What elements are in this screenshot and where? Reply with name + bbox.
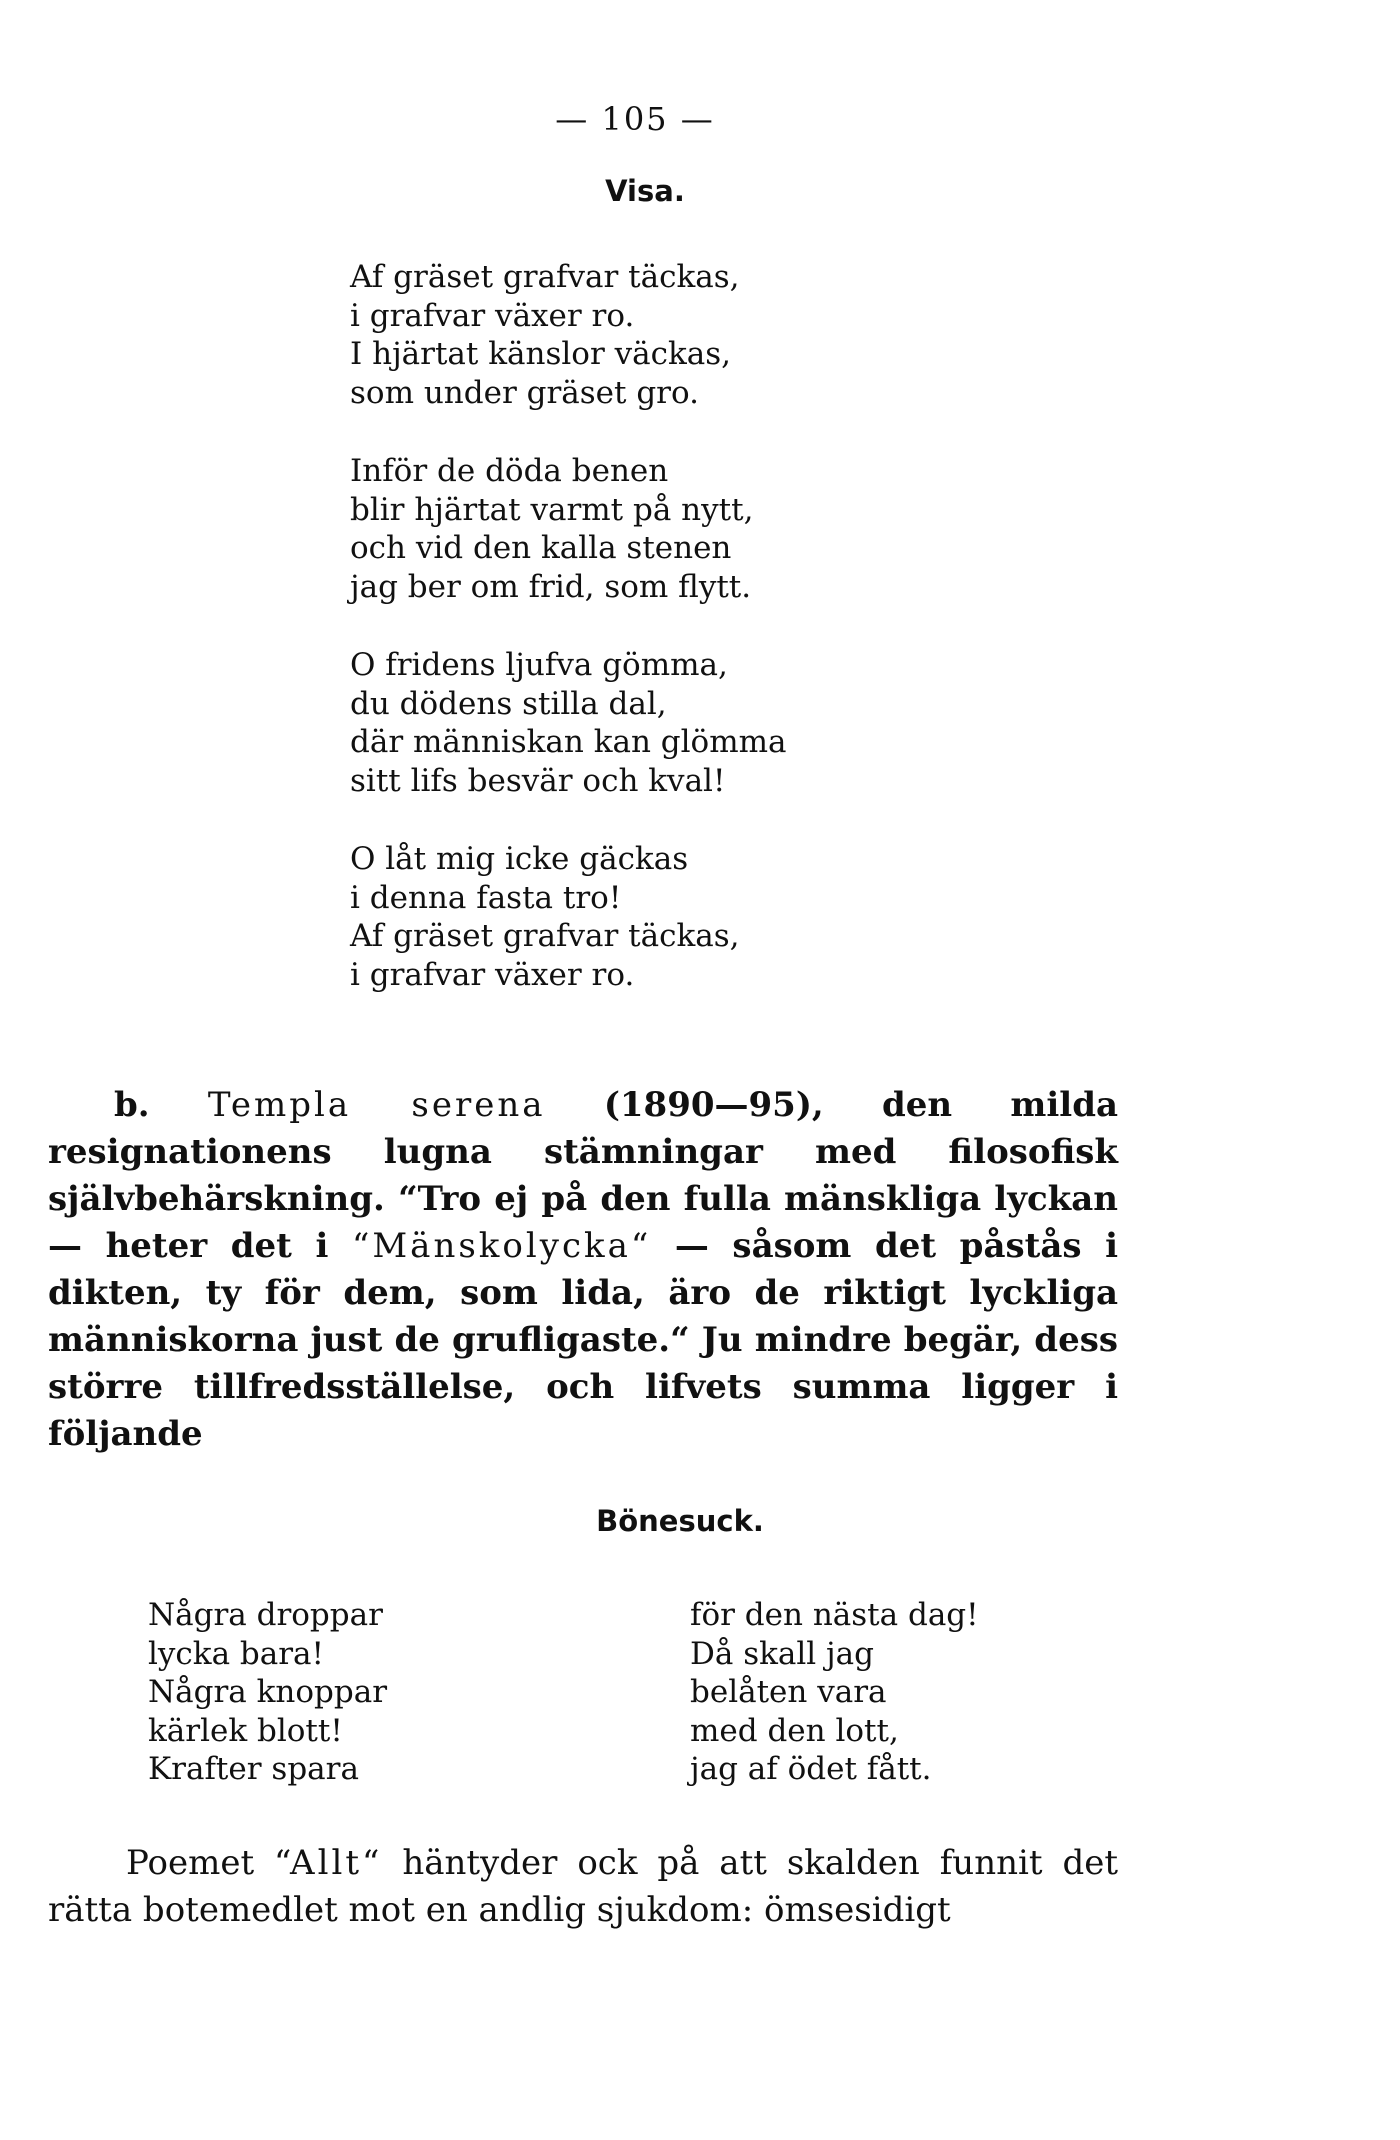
poem-line: Inför de döda benen xyxy=(350,453,669,489)
poem-line: Några knoppar xyxy=(148,1674,388,1710)
poem-line: Af gräset grafvar täckas, xyxy=(350,918,740,954)
poem-line: O fridens ljufva gömma, xyxy=(350,647,728,683)
poem-line: kärlek blott! xyxy=(148,1712,343,1749)
poem-line: Då skall jag xyxy=(690,1635,874,1672)
poem-line: i grafvar växer ro. xyxy=(350,956,635,993)
poem-line: O låt mig icke gäckas xyxy=(350,841,689,877)
poem-line: Några droppar xyxy=(148,1597,383,1633)
poem-line: med den lott, xyxy=(690,1712,899,1749)
stanza xyxy=(350,840,787,994)
quoted-title: “Mänskolycka“ xyxy=(351,1226,652,1266)
poem-line: och vid den kalla stenen xyxy=(350,530,732,566)
paragraph-text: (1890—95), den milda resignationens lugna stämningar med filosofisk självbehärskning. “Tro ej på den fulla mänskliga lyckan — heter det i xyxy=(48,1085,1119,1266)
poem-line: jag af ödet fått. xyxy=(690,1751,932,1787)
page-number: — 105 — xyxy=(555,100,715,138)
poem-line: i grafvar växer ro. xyxy=(350,297,635,334)
poem-line: jag ber om frid, som flytt. xyxy=(350,568,752,605)
paragraph-templa-serena xyxy=(48,1082,1118,1458)
stanza xyxy=(350,258,787,412)
poem-line: sitt lifs besvär och kval! xyxy=(350,762,726,799)
poem-line: blir hjärtat varmt på nytt, xyxy=(350,491,754,528)
stanza xyxy=(350,646,787,800)
section-marker: b. xyxy=(114,1085,150,1125)
paragraph-text: — såsom det påstås i dikten, ty för dem, som lida, äro de riktigt lyckliga människorna just de grufligaste.“ Ju mindre begär, dess större tillfredsställelse, och lifvets summa ligger i följande xyxy=(48,1226,1118,1454)
poem-column-left xyxy=(148,1596,387,1789)
stanza xyxy=(350,452,787,606)
poem-line: Af gräset grafvar täckas, xyxy=(350,259,740,295)
poem-line: du dödens stilla dal, xyxy=(350,685,667,722)
poem-column-right xyxy=(690,1596,979,1789)
poem-line: I hjärtat känslor väckas, xyxy=(350,336,732,372)
poem-visa xyxy=(350,258,787,1034)
poem-line: belåten vara xyxy=(690,1674,887,1710)
poem-line: för den nästa dag! xyxy=(690,1597,979,1633)
poem-line: som under gräset gro. xyxy=(350,374,699,411)
poem-line: där människan kan glömma xyxy=(350,724,787,760)
paragraph-text: Poemet xyxy=(126,1843,255,1883)
poem-title-visa: Visa. xyxy=(605,174,685,208)
paragraph-closing xyxy=(48,1840,1118,1934)
paragraph-text: häntyder ock på att skalden funnit det rätta botemedlet mot en andlig sjukdom: ömsesidigt xyxy=(48,1843,1118,1930)
quoted-title: “Allt“ xyxy=(274,1843,383,1883)
poem-line: i denna fasta tro! xyxy=(350,879,622,916)
poem-title-bonesuck: Bönesuck. xyxy=(596,1504,764,1538)
poem-line: lycka bara! xyxy=(148,1635,324,1672)
work-title: Templa serena xyxy=(207,1085,546,1125)
poem-line: Krafter spara xyxy=(148,1751,359,1787)
